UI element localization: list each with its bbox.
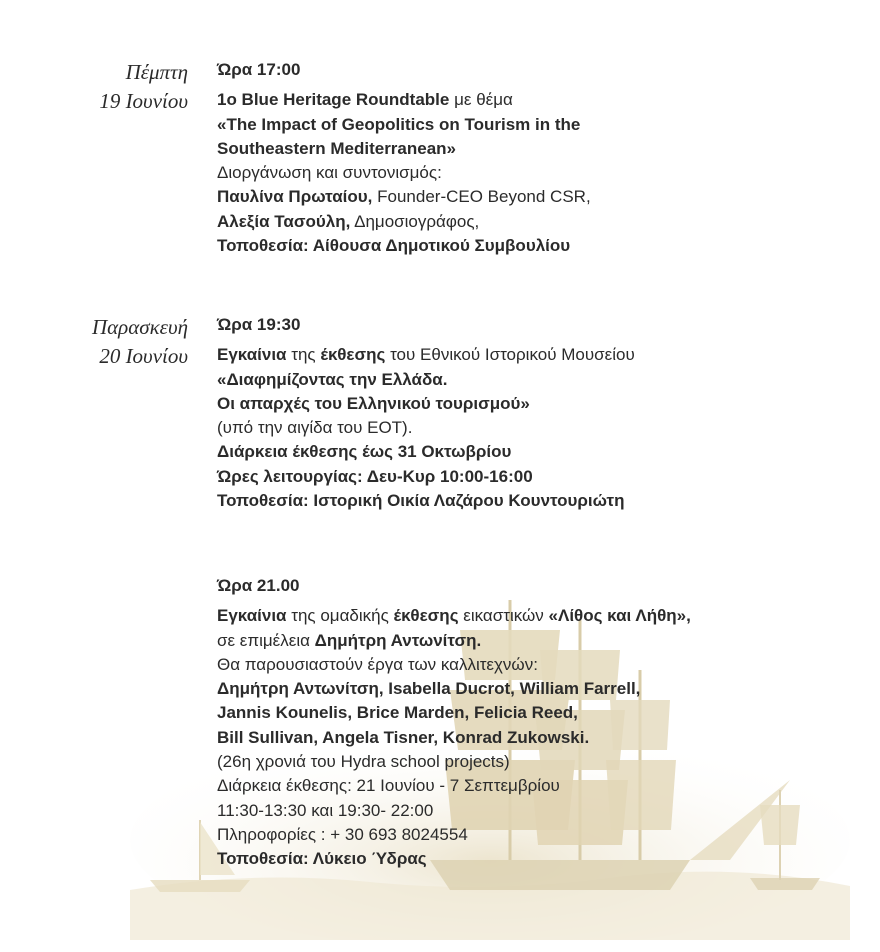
event-title: [217, 88, 857, 112]
date: 20 Ιουνίου: [99, 344, 188, 368]
event-time: Ώρα 17:00: [217, 60, 301, 79]
exhibition-title-line1: «Διαφημίζοντας την Ελλάδα.: [217, 369, 448, 389]
day-label-friday: [20, 313, 188, 371]
event-title-bold: 1ο Blue Heritage Roundtable: [217, 90, 450, 110]
event-topic-line2: Southeastern Mediterranean»: [217, 138, 457, 158]
curator: [217, 629, 857, 653]
exhibition-duration: Διάρκεια έκθεσης: 21 Ιουνίου - 7 Σεπτεμβρίου: [217, 776, 560, 796]
exhibition-hours: 11:30-13:30 και 19:30- 22:00: [217, 800, 434, 820]
organizer-1: [217, 185, 857, 209]
opening-bold: Εγκαίνια: [217, 345, 287, 365]
organizers-label: Διοργάνωση και συντονισμός:: [217, 163, 442, 183]
organizer-1-name: Παυλίνα Πρωταίου,: [217, 187, 373, 207]
event-exhibition-lithos-lithi: [217, 574, 857, 872]
opening-mid: της: [286, 345, 321, 365]
info-phone: Πληροφορίες : + 30 693 8024554: [217, 824, 468, 844]
event-time: Ώρα 19:30: [217, 315, 301, 334]
event-opening: [217, 604, 857, 628]
event-opening: [217, 343, 857, 367]
exhibition-aegis: (υπό την αιγίδα του ΕΟΤ).: [217, 418, 413, 438]
weekday: Πέμπτη: [125, 60, 188, 84]
event-location: Τοποθεσία: Λύκειο Ύδρας: [217, 849, 427, 869]
exhibition-hours: Ώρες λειτουργίας: Δευ-Κυρ 10:00-16:00: [217, 466, 533, 486]
event-time: Ώρα 21.00: [217, 576, 300, 595]
date: 19 Ιουνίου: [99, 89, 188, 113]
artists-line3: Bill Sullivan, Angela Tisner, Konrad Zukowski.: [217, 727, 590, 747]
event-location: Τοποθεσία: Αίθουσα Δημοτικού Συμβουλίου: [217, 236, 571, 256]
event-title-rest: με θέμα: [449, 90, 513, 110]
event-topic-line1: «The Impact of Geopolitics on Tourism in the: [217, 114, 581, 134]
opening-mid: της ομαδικής: [286, 606, 394, 626]
curator-prefix: σε επιμέλεια: [217, 630, 315, 650]
event-location: Τοποθεσία: Ιστορική Οικία Λαζάρου Κουντουριώτη: [217, 491, 625, 511]
organizer-2-role: Δημοσιογράφος,: [350, 211, 480, 231]
artists-label: Θα παρουσιαστούν έργα των καλλιτεχνών:: [217, 654, 538, 674]
event-exhibition-advertising-greece: [217, 313, 857, 513]
weekday: Παρασκευή: [91, 315, 188, 339]
exhibition-note: (26η χρονιά του Hydra school projects): [217, 752, 510, 772]
organizer-2: [217, 210, 857, 234]
exhibition-duration: Διάρκεια έκθεσης έως 31 Οκτωβρίου: [217, 442, 512, 462]
event-roundtable: [217, 58, 857, 258]
curator-name: Δημήτρη Αντωνίτση.: [314, 630, 482, 650]
organizer-2-name: Αλεξία Τασούλη,: [217, 211, 351, 231]
organizer-1-role: Founder-CEO Beyond CSR,: [372, 187, 591, 207]
opening-bold-2: έκθεσης: [393, 606, 459, 626]
opening-rest: του Εθνικού Ιστορικού Μουσείου: [385, 345, 635, 365]
day-label-thursday: [20, 58, 188, 116]
opening-bold-2: έκθεσης: [320, 345, 386, 365]
opening-bold: Εγκαίνια: [217, 606, 287, 626]
opening-mid-2: εικαστικών: [458, 606, 549, 626]
opening-bold-3: «Λίθος και Λήθη»,: [548, 606, 691, 626]
artists-line1: Δημήτρη Αντωνίτση, Isabella Ducrot, William Farrell,: [217, 679, 641, 699]
exhibition-title-line2: Οι απαρχές του Ελληνικού τουρισμού»: [217, 393, 530, 413]
artists-line2: Jannis Kounelis, Brice Marden, Felicia Reed,: [217, 703, 578, 723]
